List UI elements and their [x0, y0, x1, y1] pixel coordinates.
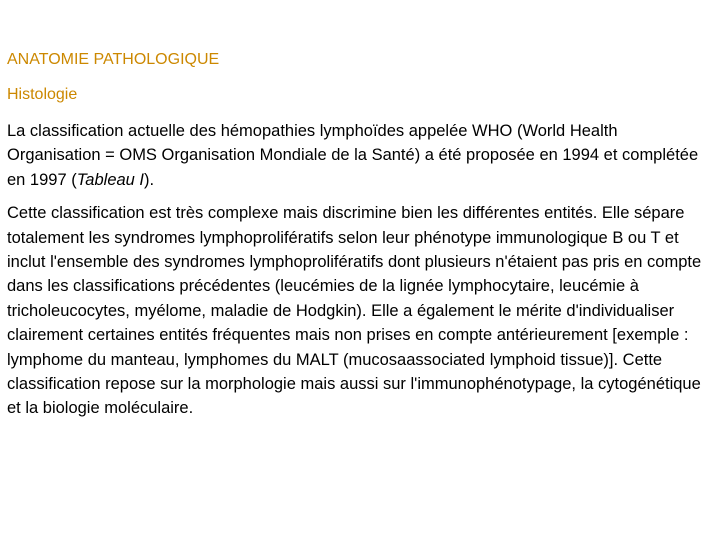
slide-content [7, 50, 713, 421]
section-title: ANATOMIE PATHOLOGIQUE [7, 51, 220, 68]
paragraph-classification-intro [7, 119, 713, 192]
paragraph-text: La classification actuelle des hémopathies lymphoïdes appelée WHO (World Health Organisation = OMS Organisation Mondiale de la Santé) a été proposée en 1994 et complétée en 1997 ( [7, 122, 699, 189]
paragraph-classification-details: Cette classification est très complexe mais discrimine bien les différentes entités. Elle sépare totalement les syndromes lymphoprolifératifs selon leur phénotype immunologique B ou T et inclut l'ensemble des syndromes lymphoprolifératifs dont plusieurs n'étaient pas pris en compte dans les classifications précédentes (leucémies de la lignée lymphocytaire, leucémie à tricholeucocytes, myélome, maladie de Hodgkin). Elle a également le mérite d'individualiser clairement certaines entités fréquentes mais non prises en compte antérieurement [exemple : lymphome du manteau, lymphomes du MALT (mucosaassociated lymphoid tissue)]. Cette classification repose sur la morphologie mais aussi sur l'immunophénotypage, la cytogénétique et la biologie moléculaire. [7, 204, 702, 418]
paragraph-text-end: ). [144, 170, 155, 189]
table-reference: Tableau I [76, 170, 145, 189]
subsection-title: Histologie [7, 86, 78, 103]
